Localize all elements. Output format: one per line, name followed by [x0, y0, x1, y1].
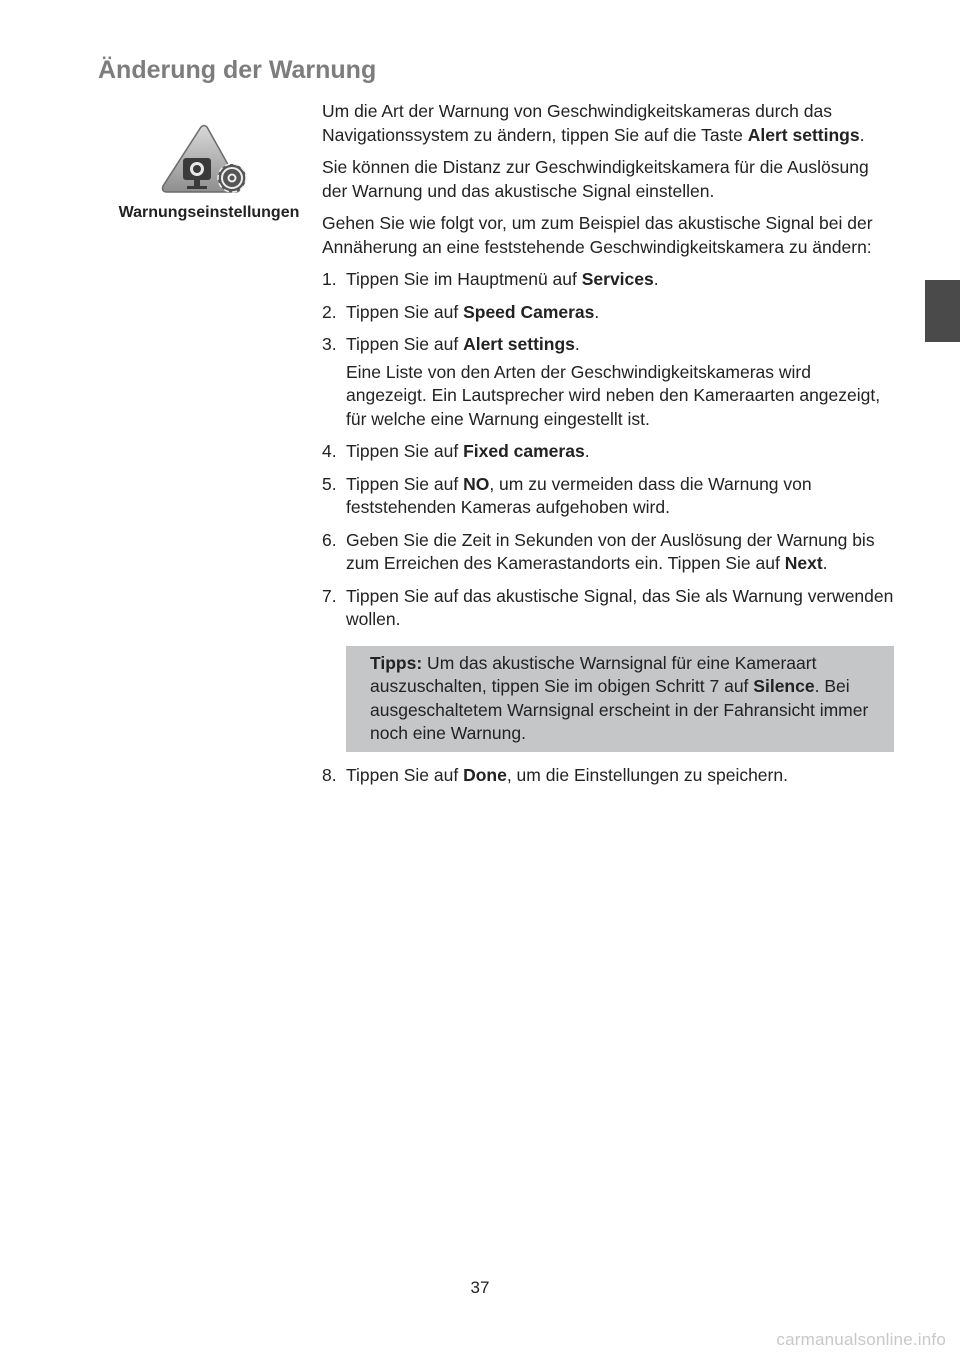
step-item: 6. Geben Sie die Zeit in Sekunden von der Auslösung der Warnung bis zum Erreichen des Kamerastandorts ein. Tippen Sie auf Next. [322, 529, 875, 573]
paragraph-example: Gehen Sie wie folgt vor, um zum Beispiel das akustische Signal bei der Annäherung an eine feststehende Geschwindigkeitskamera zu ändern: [322, 213, 873, 257]
step-item: 8. Tippen Sie auf Done, um die Einstellungen zu speichern. [322, 764, 788, 785]
alert-settings-label: Alert settings [747, 124, 860, 145]
step-item: 2. Tippen Sie auf Speed Cameras. [322, 301, 600, 322]
speed-camera-gear-icon [161, 124, 257, 196]
chapter-tab-marker [925, 280, 960, 342]
icon-caption: Warnungseinstellungen [118, 204, 300, 221]
main-content [322, 100, 894, 796]
tip-box: Tipps: Um das akustische Warnsignal für eine Kameraart auszuschalten, tippen Sie im obigen Schritt 7 auf Silence. Bei ausgeschaltetem Warnsignal erscheint in der Fahransicht immer noch eine Warnung. [346, 646, 894, 752]
step-3-description: Eine Liste von den Arten der Geschwindigkeitskameras wird angezeigt. Ein Lautsprecher wird neben den Kameraarten angezeigt, für welche eine Warnung eingestellt ist. [346, 361, 881, 429]
page-title: Änderung der Warnung [98, 56, 377, 84]
steps-list [322, 268, 894, 632]
step-item: 5. Tippen Sie auf NO, um zu vermeiden dass die Warnung von feststehenden Kameras aufgehoben wird. [322, 473, 812, 517]
silence-label: Silence [753, 676, 815, 696]
step-item: 3. Tippen Sie auf Alert settings. Eine Liste von den Arten der Geschwindigkeitskameras wird angezeigt. Ein Lautsprecher wird neben den Kameraarten angezeigt, für welche eine Warnung eingestellt ist. [322, 333, 894, 431]
intro-paragraph: Um die Art der Warnung von Geschwindigkeitskameras durch das Navigationssystem zu ändern, tippen Sie auf die Taste Alert settings. [322, 101, 865, 145]
page-number: 37 [470, 1278, 490, 1297]
step-item: 1. Tippen Sie im Hauptmenü auf Services. [322, 269, 659, 289]
paragraph-distance: Sie können die Distanz zur Geschwindigkeitskamera für die Auslösung der Warnung und das akustische Signal einstellen. [322, 157, 869, 201]
watermark: carmanualsonline.info [776, 1330, 946, 1349]
step-item: 7. Tippen Sie auf das akustische Signal, das Sie als Warnung verwenden wollen. [322, 585, 894, 629]
alert-settings-icon-block [98, 124, 320, 224]
step-item: 4. Tippen Sie auf Fixed cameras. [322, 441, 590, 461]
steps-list-continued [322, 764, 894, 788]
tip-label: Tipps: [370, 652, 423, 673]
